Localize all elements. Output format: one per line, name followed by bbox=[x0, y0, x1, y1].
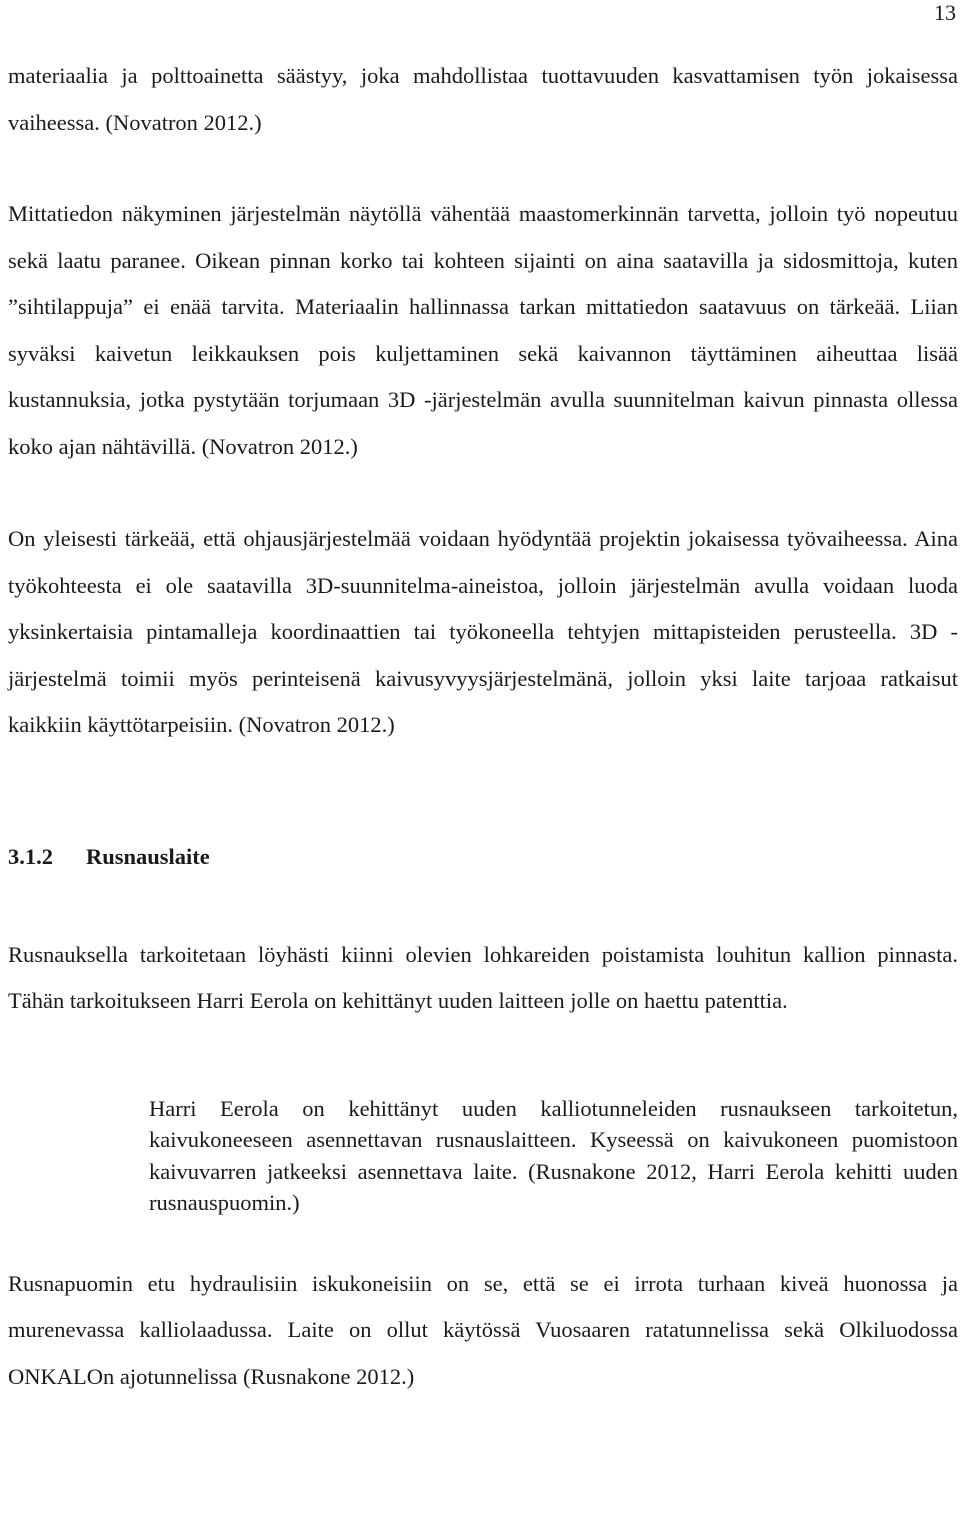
section-number: 3.1.2 bbox=[8, 843, 53, 869]
body-paragraph: Rusnapuomin etu hydraulisiin iskukoneisiin on se, että se ei irrota turhaan kiveä huonossa ja murenevassa kalliolaadussa. Laite on ollut käytössä Vuosaaren ratatunnelissa sekä Olkiluodossa ONKALOn ajotunnelissa (Rusnakone 2012.) bbox=[8, 1270, 958, 1389]
body-paragraph: materiaalia ja polttoainetta säästyy, joka mahdollistaa tuottavuuden kasvattamisen työn jokaisessa vaiheessa. (Novatron 2012.) bbox=[8, 63, 958, 135]
document-body bbox=[8, 53, 958, 1400]
page-number: 13 bbox=[934, 0, 956, 25]
block-quote: Harri Eerola on kehittänyt uuden kalliotunneleiden rusnaukseen tarkoitetun, kaivukoneeseen asennettavan rusnauslaitteen. Kyseessä on kaivukoneen puomistoon kaivuvarren jatkeeksi asennettava laite. (Rusnakone 2012, Harri Eerola kehitti uuden rusnauspuomin.) bbox=[149, 1095, 958, 1215]
section-heading bbox=[8, 842, 958, 872]
section-title: Rusnauslaite bbox=[86, 843, 210, 869]
body-paragraph: On yleisesti tärkeää, että ohjausjärjestelmää voidaan hyödyntää projektin jokaisessa työvaiheessa. Aina työkohteesta ei ole saatavilla 3D-suunnitelma-aineistoa, jolloin järjestelmän avulla voidaan luoda yksinkertaisia pintamalleja koordinaattien tai työkoneella tehtyjen mittapisteiden perusteella. 3D -järjestelmä toimii myös perinteisenä kaivusyvyysjärjestelmänä, jolloin yksi laite tarjoaa ratkaisut kaikkiin käyttötarpeisiin. (Novatron 2012.) bbox=[8, 526, 958, 737]
body-paragraph: Mittatiedon näkyminen järjestelmän näytöllä vähentää maastomerkinnän tarvetta, jolloin työ nopeutuu sekä laatu paranee. Oikean pinnan korko tai kohteen sijainti on aina saatavilla ja sidosmittoja, kuten ”sihtilappuja” ei enää tarvita. Materiaalin hallinnassa tarkan mittatiedon saatavuus on tärkeää. Liian syväksi kaivetun leikkauksen pois kuljettaminen sekä kaivannon täyttäminen aiheuttaa lisää kustannuksia, jotka pystytään torjumaan 3D -järjestelmän avulla suunnitelman kaivun pinnasta ollessa koko ajan nähtävillä. (Novatron 2012.) bbox=[8, 201, 958, 459]
body-paragraph: Rusnauksella tarkoitetaan löyhästi kiinni olevien lohkareiden poistamista louhitun kallion pinnasta. Tähän tarkoitukseen Harri Eerola on kehittänyt uuden laitteen jolle on haettu patenttia. bbox=[8, 941, 958, 1013]
